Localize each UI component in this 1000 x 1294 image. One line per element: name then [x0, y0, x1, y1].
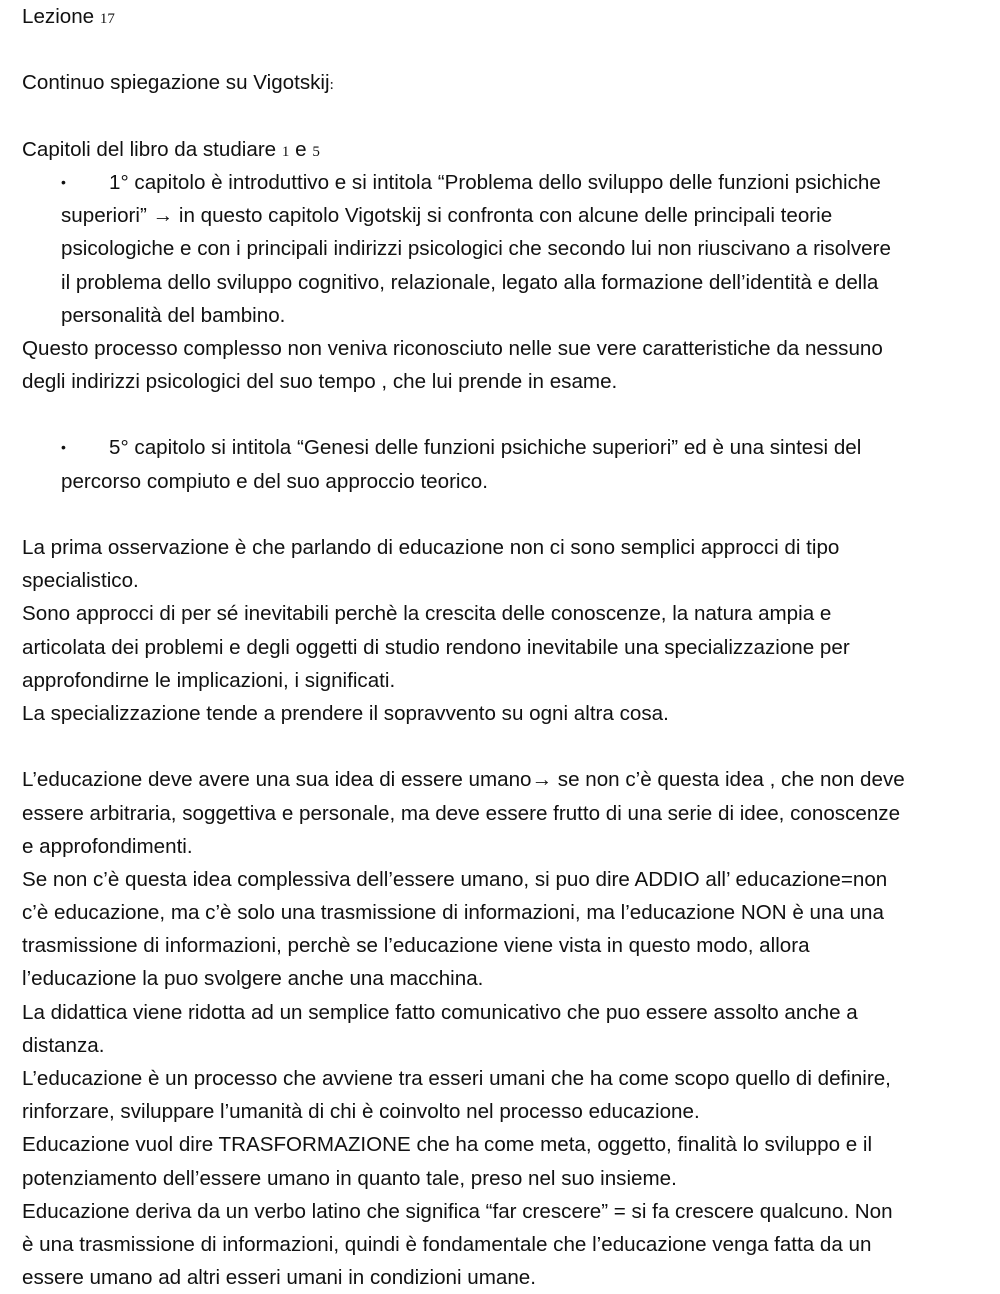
intro-colon: : [329, 77, 334, 94]
spacer [22, 33, 982, 66]
text-line: L’educazione è un processo che avviene tra esseri umani che ha come scopo quello di definire, [22, 1067, 891, 1090]
bullet-line [22, 431, 982, 464]
text-line: La prima osservazione è che parlando di educazione non ci sono semplici approcci di tipo [22, 536, 840, 559]
lesson-title [22, 0, 982, 33]
bullet-line [22, 166, 982, 199]
paragraph-education [22, 763, 982, 1294]
text-line: distanza. [22, 1033, 105, 1057]
text-line: Se non c’è questa idea complessiva dell’essere umano, si puo dire ADDIO all’ educazione=non [22, 867, 888, 891]
bullet-line: il problema dello sviluppo cognitivo, relazionale, legato alla formazione dell’identità e della [61, 270, 879, 294]
text-line: essere arbitraria, soggettiva e personale, ma deve essere frutto di una serie di idee, conoscenze [22, 801, 901, 825]
text-line: L’educazione deve avere una sua idea di essere umano→ se non c’è questa idea , che non deve [22, 768, 905, 792]
intro-text: Continuo spiegazione su Vigotskij [22, 71, 330, 95]
text-line: è una trasmissione di informazioni, quindi è fondamentale che l’educazione venga fatta da un [22, 1232, 872, 1256]
chapters-and: e [295, 137, 307, 161]
spacer [22, 730, 982, 763]
text-line: Educazione vuol dire TRASFORMAZIONE che ha come meta, oggetto, finalità lo sviluppo e il [22, 1133, 873, 1157]
text-line: l’educazione la puo svolgere anche una macchina. [22, 967, 484, 991]
text-line: La didattica viene ridotta ad un semplice fatto comunicativo che puo essere assolto anche a [22, 1000, 858, 1024]
bullet-icon: • [61, 439, 66, 456]
text-line: approfondirne le implicazioni, i significati. [22, 668, 396, 692]
text-line: essere umano ad altri esseri umani in condizioni umane. [22, 1266, 536, 1290]
spacer [22, 100, 982, 133]
text-line: Questo processo complesso non veniva riconosciuto nelle sue vere caratteristiche da nessuno [22, 336, 883, 360]
spacer [22, 498, 982, 531]
bullet-item-chapter-1 [22, 166, 982, 332]
bullet-text: 5° capitolo si intitola “Genesi delle funzioni psichiche superiori” ed è una sintesi del [109, 436, 862, 460]
text-line: specialistico. [22, 569, 139, 593]
text-line: articolata dei problemi e degli oggetti di studio rendono inevitabile una specializzazione per [22, 635, 850, 659]
text-line: rinforzare, sviluppare l’umanità di chi è coinvolto nel processo educazione. [22, 1100, 700, 1124]
paragraph-specialization [22, 531, 982, 730]
bullet-line: superiori” → in questo capitolo Vigotskij si confronta con alcune delle principali teorie [61, 204, 833, 228]
text-line: potenziamento dell’essere umano in quanto tale, preso nel suo insieme. [22, 1166, 677, 1190]
text-line: e approfondimenti. [22, 834, 193, 858]
chapters-text: Capitoli del libro da studiare [22, 137, 277, 161]
chapter-number-1: 1 [281, 143, 290, 160]
spacer [22, 398, 982, 431]
intro-line [22, 66, 982, 99]
bullet-icon: • [61, 173, 66, 190]
text-line: Sono approcci di per sé inevitabili perchè la crescita delle conoscenze, la natura ampia e [22, 602, 832, 626]
chapter-number-5: 5 [312, 143, 320, 160]
text-line: trasmissione di informazioni, perchè se l’educazione viene vista in questo modo, allora [22, 934, 810, 958]
lesson-title-word: Lezione [22, 5, 95, 28]
text-line: degli indirizzi psicologici del suo tempo , che lui prende in esame. [22, 370, 618, 394]
chapters-line [22, 133, 982, 166]
bullet-line: percorso compiuto e del suo approccio teorico. [61, 469, 488, 493]
lesson-number: 17 [99, 11, 115, 27]
text-line: c’è educazione, ma c’è solo una trasmissione di informazioni, ma l’educazione NON è una una [22, 901, 884, 925]
bullet-item-chapter-5 [22, 431, 982, 497]
bullet-line: personalità del bambino. [61, 303, 286, 327]
document-page [22, 0, 982, 1294]
paragraph-process [22, 332, 982, 398]
text-line: La specializzazione tende a prendere il sopravvento su ogni altra cosa. [22, 701, 669, 725]
text-line: Educazione deriva da un verbo latino che significa “far crescere” = si fa crescere qualcuno. Non [22, 1199, 893, 1223]
bullet-line: psicologiche e con i principali indirizzi psicologici che secondo lui non riuscivano a risolvere [61, 237, 891, 261]
bullet-text: 1° capitolo è introduttivo e si intitola “Problema dello sviluppo delle funzioni psichiche [109, 170, 881, 194]
